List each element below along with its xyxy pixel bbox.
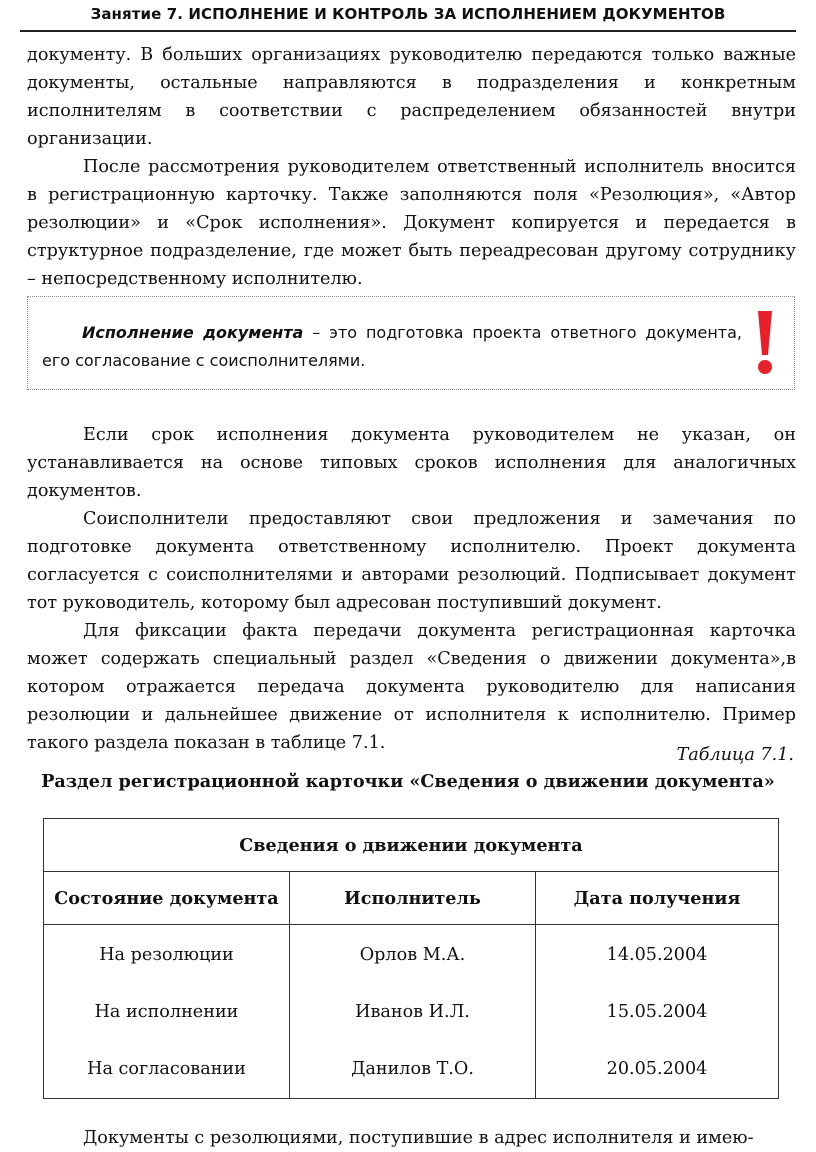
paragraph: Если срок исполнения документа руководителем не указан, он устанавливается на основе типовых сроков исполнения для аналогичных документов. [27, 425, 796, 501]
column-header-date: Дата получения [536, 872, 779, 925]
table-title: Раздел регистрационной карточки «Сведения о движении документа» [41, 771, 775, 792]
cell-state: На исполнении [44, 983, 290, 1040]
table-row [44, 925, 779, 984]
text-block-bottom [27, 1124, 796, 1152]
chapter-title: Занятие 7. ИСПОЛНЕНИЕ И КОНТРОЛЬ ЗА ИСПОЛНЕНИЕМ ДОКУМЕНТОВ [90, 5, 726, 23]
table-caption: Сведения о движении документа [44, 819, 779, 872]
text-block-top [27, 41, 796, 293]
column-header-executor: Исполнитель [290, 872, 536, 925]
column-header-state: Состояние документа [44, 872, 290, 925]
paragraph: После рассмотрения руководителем ответственный исполнитель вносится в регистрационную карточку. Также заполняются поля «Резолюция», «Автор резолюции» и «Срок исполнения». Документ копируется и передается в структурное подразделение, где может быть переадресован другому сотруднику – непосредственному исполнителю. [27, 157, 796, 289]
cell-date: 20.05.2004 [536, 1040, 779, 1099]
definition-term: Исполнение документа [82, 323, 304, 342]
cell-date: 15.05.2004 [536, 983, 779, 1040]
table-number: Таблица 7.1. [676, 745, 794, 765]
cell-executor: Данилов Т.О. [290, 1040, 536, 1099]
cell-executor: Орлов М.А. [290, 925, 536, 984]
paragraph: Документы с резолюциями, поступившие в адрес исполнителя и имею- [83, 1128, 754, 1148]
cell-state: На согласовании [44, 1040, 290, 1099]
cell-date: 14.05.2004 [536, 925, 779, 984]
paragraph: документу. В больших организациях руководителю передаются только важные документы, остальные направляются в подразделения и конкретным исполнителям в соответствии с распределением обязанностей внутри организации. [27, 45, 796, 149]
paragraph: Для фиксации факта передачи документа регистрационная карточка может содержать специальный раздел «Сведения о движении документа»,в котором отражается передача документа руководителю для написания резолюции и дальнейшее движение от исполнителя к исполнителю. Пример такого раздела показан в таблице 7.1. [27, 621, 796, 753]
definition-note [27, 296, 795, 390]
table-row [44, 983, 779, 1040]
exclamation-icon [754, 309, 776, 375]
text-block-middle [27, 421, 796, 757]
paragraph: Соисполнители предоставляют свои предложения и замечания по подготовке документа ответственному исполнителю. Проект документа согласуется с соисполнителями и авторами резолюций. Подписывает документ тот руководитель, которому был адресован поступивший документ. [27, 509, 796, 613]
document-movement-table [43, 818, 779, 1099]
cell-executor: Иванов И.Л. [290, 983, 536, 1040]
cell-state: На резолюции [44, 925, 290, 984]
table-row [44, 1040, 779, 1099]
page-header [20, 0, 796, 32]
definition-body: – это подготовка проекта ответного документа, его согласование с соисполнителями. [42, 323, 742, 370]
definition-text [42, 319, 742, 375]
